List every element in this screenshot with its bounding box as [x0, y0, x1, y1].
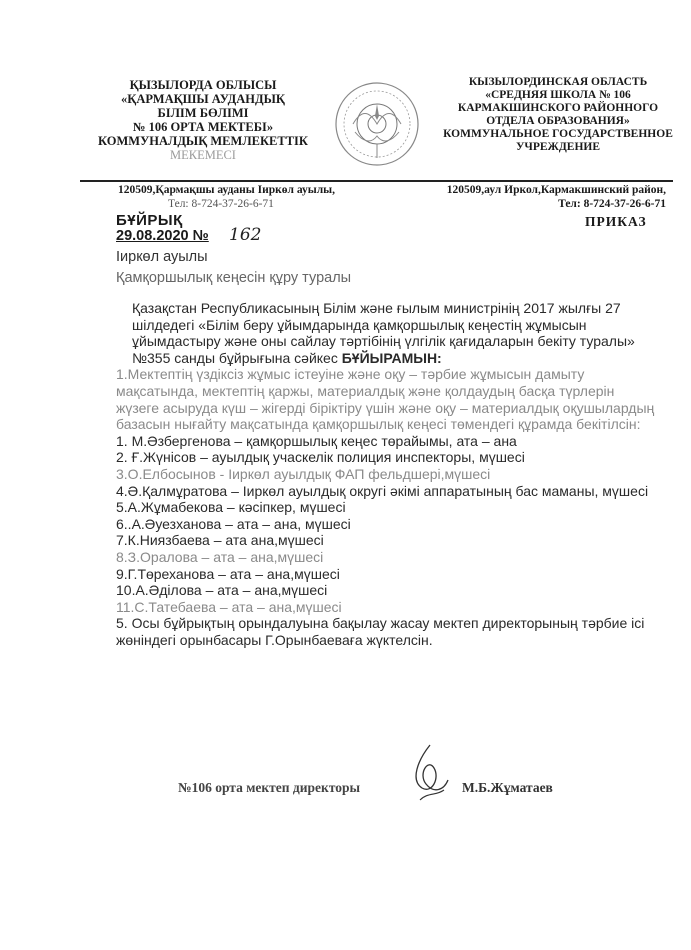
member-item: 11.С.Татебаева – ата – ана,мүшесі: [116, 598, 342, 615]
member-item: 3.О.Елбосынов - Іиркөл ауылдық ФАП фельдшері,мүшесі: [116, 465, 491, 482]
member-item: 6..А.Әуезханова – ата – ана, мүшесі: [116, 515, 351, 532]
header-right-line: «СРЕДНЯЯ ШКОЛА № 106: [485, 89, 631, 101]
member-item: 10.А.Әділова – ата – ана,мүшесі: [116, 582, 328, 599]
member-item: 7.К.Ниязбаева – ата ана,мүшесі: [116, 532, 324, 549]
intro-text: Қазақстан Республикасының Білім және ғылым министрінің 2017 жылғы 27 шілдедегі «Білім беру ұйымдарында қамқоршылық кеңестің жұмысын ұйымдастыру және оны сайлау тәртібінің үлгілік қағидаларын бекіту туралы» №355 санды бұйрығына сәйкес: [132, 300, 635, 366]
header-left-line: ҚЫЗЫЛОРДА ОБЛЫСЫ: [129, 78, 277, 92]
intro-command: БҰЙЫРАМЫН:: [341, 349, 442, 366]
header-right-line: ОТДЕЛА ОБРАЗОВАНИЯ»: [486, 115, 630, 127]
order-title-russian: ПРИКАЗ: [585, 214, 647, 229]
header-right-line: КОММУНАЛЬНОЕ ГОСУДАРСТВЕННОЕ: [443, 128, 673, 140]
header-left-line: БІЛІМ БӨЛІМІ: [157, 106, 249, 120]
address-right: [406, 183, 666, 211]
header-kazakh: [88, 78, 318, 162]
item-1-paragraph: 1.Мектептің үздіксіз жұмыс істеуіне және оқу – тәрбие жұмысын дамыту мақсатында, мектептің қаржы, материалдық және қолдаудың басқа түрлерін жүзеге асыруда күш – жігерді біріктіру үшін және оқу – материалдық оқушылардың базасын нығайту мақсатында қамқоршылық кеңесі төмендегі құрамда бекітілсін:: [116, 366, 655, 433]
order-place: Іиркөл ауылы: [116, 249, 208, 265]
header-left-line: МЕКЕМЕСІ: [170, 148, 236, 162]
header-right-line: КАРМАКШИНСКОГО РАЙОННОГО: [457, 102, 659, 114]
address-right-text: 120509,аул Иркол,Кармакшинский район,: [446, 184, 666, 196]
order-title-kazakh: БҰЙРЫҚ: [116, 212, 183, 229]
header-right-line: УЧРЕЖДЕНИЕ: [515, 141, 601, 153]
signatory-name: М.Б.Жұматаев: [462, 780, 553, 795]
header-left-line: «ҚАРМАҚШЫ АУДАНДЫҚ: [121, 92, 285, 106]
member-item: 8.З.Оралова – ата – ана,мүшесі: [116, 548, 324, 565]
header-left-line: № 106 ОРТА МЕКТЕБІ»: [132, 120, 274, 134]
header-divider: [80, 180, 673, 182]
member-item: 5.А.Жұмабекова – кәсіпкер, мүшесі: [116, 499, 346, 516]
header-right-line: КЫЗЫЛОРДИНСКАЯ ОБЛАСТЬ: [468, 76, 648, 88]
member-item: 9.Г.Төреханова – ата – ана,мүшесі: [116, 565, 340, 582]
state-emblem-icon: [333, 80, 421, 168]
address-left-text: 120509,Қармақшы ауданы Іиркөл ауылы,: [118, 184, 336, 196]
header-left-line: КОММУНАЛДЫҚ МЕМЛЕКЕТТІК: [98, 134, 308, 148]
signatory-position: №106 орта мектеп директоры: [178, 780, 361, 795]
order-body: [116, 300, 661, 648]
member-item: 1. М.Әзбергенова – қамқоршылық кеңес төрайымы, ата – ана: [116, 432, 517, 449]
phone-right: Тел: 8-724-37-26-6-71: [558, 198, 666, 210]
order-number-handwritten: 162: [229, 225, 262, 245]
order-subject: Қамқоршылық кеңесін құру туралы: [116, 270, 352, 286]
phone-left: Тел: 8-724-37-26-6-71: [168, 198, 274, 210]
member-item: 4.Ә.Қалмұратова – Іиркөл ауылдық округі әкімі аппаратының бас маманы, мүшесі: [116, 482, 649, 499]
member-item: 2. Ғ.Жүнісов – ауылдық учаскелік полиция инспекторы, мүшесі: [116, 449, 525, 466]
item-5-paragraph: 5. Осы бұйрықтың орындалуына бақылау жасау мектеп директорының тәрбие ісі жөніндегі орынбасары Г.Орынбаеваға жүктелсін.: [116, 615, 645, 648]
intro-paragraph: [116, 300, 661, 366]
order-date: 29.08.2020 №: [116, 228, 209, 244]
header-russian: [442, 76, 674, 154]
director-signature-icon: [400, 740, 460, 810]
address-left: [118, 183, 335, 211]
